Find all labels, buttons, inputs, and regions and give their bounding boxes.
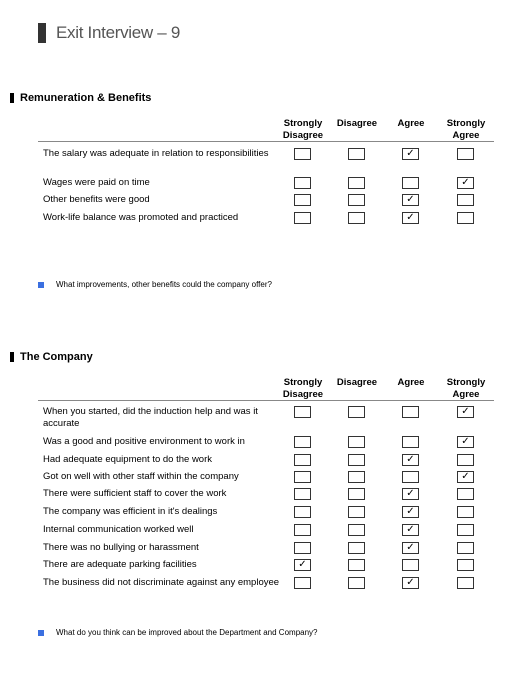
column-header: Disagree xyxy=(336,377,378,388)
answer-checkbox[interactable] xyxy=(294,542,311,554)
answer-checkbox[interactable]: ✓ xyxy=(402,524,419,536)
section-heading xyxy=(10,351,93,363)
answer-checkbox[interactable] xyxy=(457,577,474,589)
open-question-text: What do you think can be improved about the Department and Company? xyxy=(56,628,318,637)
answer-checkbox[interactable]: ✓ xyxy=(402,148,419,160)
answer-checkbox[interactable] xyxy=(294,471,311,483)
column-header: Agree xyxy=(397,118,425,129)
answer-checkbox[interactable] xyxy=(402,406,419,418)
question-text: There are adequate parking facilities xyxy=(43,559,197,570)
header-divider xyxy=(38,141,494,142)
answer-checkbox[interactable] xyxy=(294,406,311,418)
answer-checkbox[interactable] xyxy=(348,471,365,483)
answer-checkbox[interactable] xyxy=(294,436,311,448)
answer-checkbox[interactable]: ✓ xyxy=(402,454,419,466)
column-header: Strongly Disagree xyxy=(282,377,324,400)
answer-checkbox[interactable] xyxy=(294,577,311,589)
answer-checkbox[interactable]: ✓ xyxy=(457,471,474,483)
question-text: There were sufficient staff to cover the work xyxy=(43,488,227,499)
answer-checkbox[interactable] xyxy=(457,506,474,518)
answer-checkbox[interactable] xyxy=(457,488,474,500)
column-header: Disagree xyxy=(336,118,378,129)
section-heading-text: The Company xyxy=(20,351,93,363)
section-heading-bar xyxy=(10,93,14,103)
answer-checkbox[interactable] xyxy=(294,177,311,189)
question-text: Internal communication worked well xyxy=(43,524,194,535)
section-heading-text: Remuneration & Benefits xyxy=(20,92,152,104)
answer-checkbox[interactable] xyxy=(457,542,474,554)
answer-checkbox[interactable]: ✓ xyxy=(402,577,419,589)
answer-checkbox[interactable]: ✓ xyxy=(402,542,419,554)
answer-checkbox[interactable] xyxy=(348,577,365,589)
column-header: Strongly Agree xyxy=(446,118,486,141)
answer-checkbox[interactable] xyxy=(348,177,365,189)
bullet-square-icon xyxy=(38,282,44,288)
answer-checkbox[interactable]: ✓ xyxy=(402,488,419,500)
answer-checkbox[interactable]: ✓ xyxy=(294,559,311,571)
answer-checkbox[interactable] xyxy=(348,212,365,224)
answer-checkbox[interactable]: ✓ xyxy=(402,194,419,206)
answer-checkbox[interactable] xyxy=(457,148,474,160)
column-header: Strongly Disagree xyxy=(282,118,324,141)
question-text: The company was efficient in it's dealings xyxy=(43,506,218,517)
answer-checkbox[interactable] xyxy=(294,212,311,224)
page-title-text: Exit Interview – 9 xyxy=(56,23,181,42)
section-heading-bar xyxy=(10,352,14,362)
answer-checkbox[interactable] xyxy=(348,488,365,500)
question-text: The business did not discriminate against any employee xyxy=(43,577,280,588)
answer-checkbox[interactable] xyxy=(348,194,365,206)
header-divider xyxy=(38,400,494,401)
answer-checkbox[interactable] xyxy=(294,194,311,206)
answer-checkbox[interactable] xyxy=(294,506,311,518)
answer-checkbox[interactable] xyxy=(348,559,365,571)
question-text: The salary was adequate in relation to responsibilities xyxy=(43,148,269,159)
answer-checkbox[interactable] xyxy=(294,148,311,160)
answer-checkbox[interactable] xyxy=(294,454,311,466)
answer-checkbox[interactable] xyxy=(457,454,474,466)
column-header: Strongly Agree xyxy=(446,377,486,400)
open-question xyxy=(38,628,318,637)
answer-checkbox[interactable] xyxy=(348,148,365,160)
answer-checkbox[interactable] xyxy=(457,212,474,224)
question-text: When you started, did the induction help and was it accurate xyxy=(43,406,258,429)
open-question xyxy=(38,280,272,289)
answer-checkbox[interactable]: ✓ xyxy=(457,177,474,189)
answer-checkbox[interactable]: ✓ xyxy=(402,506,419,518)
page-title xyxy=(38,22,180,44)
answer-checkbox[interactable] xyxy=(457,194,474,206)
answer-checkbox[interactable] xyxy=(348,454,365,466)
answer-checkbox[interactable] xyxy=(402,559,419,571)
question-text: Was a good and positive environment to work in xyxy=(43,436,245,447)
open-question-text: What improvements, other benefits could the company offer? xyxy=(56,280,272,289)
question-text: Work-life balance was promoted and practiced xyxy=(43,212,239,223)
answer-checkbox[interactable] xyxy=(402,436,419,448)
answer-checkbox[interactable] xyxy=(348,406,365,418)
question-text: Other benefits were good xyxy=(43,194,150,205)
answer-checkbox[interactable]: ✓ xyxy=(457,436,474,448)
question-text: Got on well with other staff within the company xyxy=(43,471,239,482)
answer-checkbox[interactable] xyxy=(457,559,474,571)
answer-checkbox[interactable]: ✓ xyxy=(457,406,474,418)
answer-checkbox[interactable] xyxy=(402,177,419,189)
column-header: Agree xyxy=(397,377,425,388)
answer-checkbox[interactable] xyxy=(348,524,365,536)
question-text: Wages were paid on time xyxy=(43,177,150,188)
answer-checkbox[interactable] xyxy=(402,471,419,483)
answer-checkbox[interactable]: ✓ xyxy=(402,212,419,224)
answer-checkbox[interactable] xyxy=(294,524,311,536)
answer-checkbox[interactable] xyxy=(348,542,365,554)
answer-checkbox[interactable] xyxy=(294,488,311,500)
answer-checkbox[interactable] xyxy=(457,524,474,536)
title-bar-decoration xyxy=(38,23,46,43)
question-text: There was no bullying or harassment xyxy=(43,542,199,553)
section-heading xyxy=(10,92,151,104)
question-text: Had adequate equipment to do the work xyxy=(43,454,213,465)
answer-checkbox[interactable] xyxy=(348,506,365,518)
answer-checkbox[interactable] xyxy=(348,436,365,448)
bullet-square-icon xyxy=(38,630,44,636)
